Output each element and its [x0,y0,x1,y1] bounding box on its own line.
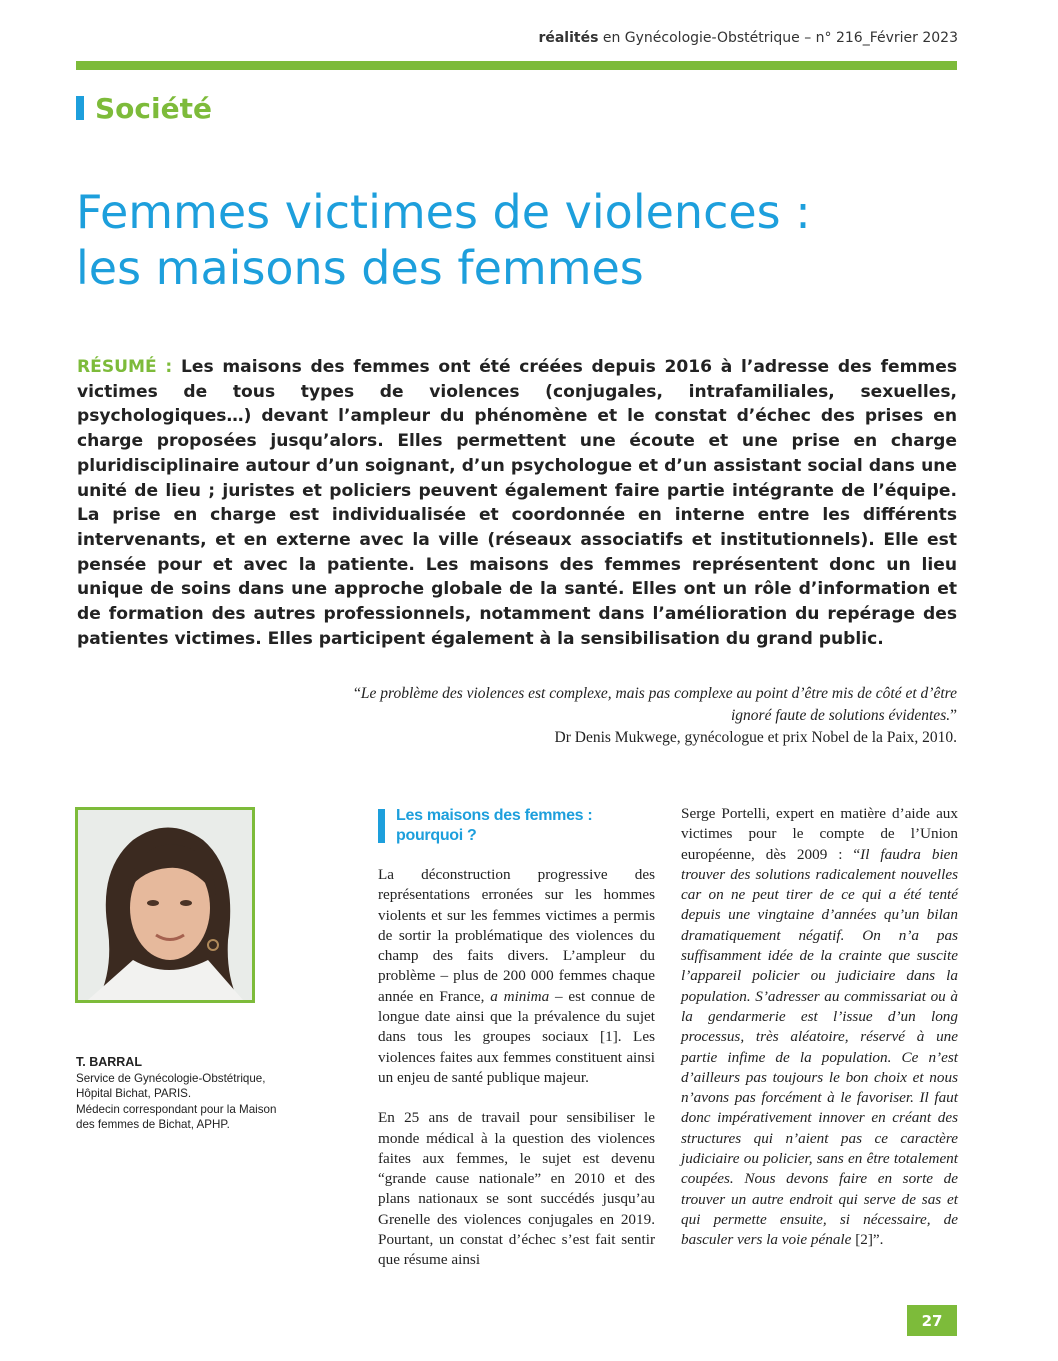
quote-text: Le problème des violences est complexe, mais pas complexe au point d’être mis de côté et d’être ignoré faute de solutions évidentes. [360,685,957,724]
abstract-text: Les maisons des femmes ont été créées depuis 2016 à l’adresse des femmes victimes de tous types de violences (conjugales, intrafamiliales, sexuelles, psychologiques…) devant l’ampleur du phénomène et le constat d’échec des prises en charge proposées jusqu’alors. Elles permettent une écoute et une prise en charge pluridisciplinaire autour d’un soignant, d’un psychologue et d’un assistant social dans une unité de lieu ; juristes et policiers peuvent également faire partie intégrante de l’équipe. La prise en charge est individualisée et coordonnée en interne entre les différents intervenants, et en externe avec la ville (réseaux associatifs et institutionnels). Elle est pensée pour et avec la patiente. Les maisons des femmes représentent donc un lieu unique de soins dans une approche globale de la santé. Elles ont un rôle d’information et de formation des autres professionnels, notamment dans l’amélioration du repérage des patientes victimes. Elles participent également à la sensibilisation du grand public. [77,357,957,649]
paragraph-italic: a minima [490,987,550,1005]
page-number: 27 [907,1305,957,1336]
subsection-heading [378,806,658,846]
section-label: Société [95,91,212,125]
paragraph-text: La déconstruction progressive des représentations erronées sur les hommes violents et sur les femmes victimes a permis de sortir la problématique des violences du champ des faits divers. L’ampleur du problème – plus de 200 000 femmes chaque année en France, [378,866,655,1005]
subsection-marker [378,809,385,843]
section-marker [76,96,84,120]
journal-name: réalités [538,30,599,46]
body-column-1 [378,865,655,1271]
paragraph-text: [2]”. [851,1231,884,1249]
subsection-title: Les maisons des femmes : pourquoi ? [396,807,593,844]
author-affiliation-2: Hôpital Bichat, PARIS. [76,1087,192,1100]
paragraph [681,804,958,1251]
quote-open: “ [353,685,361,702]
abstract-label: RÉSUMÉ : [77,357,173,377]
paragraph-text: Serge Portelli, expert en matière d’aide aux victimes pour le compte de l’Union européenne, dès 2009 : “ [681,805,958,863]
author-affiliation-3: Médecin correspondant pour la Maison [76,1102,277,1116]
article-title [76,184,956,296]
body-column-2 [681,804,958,1251]
paragraph [378,865,655,1088]
author-affiliation-1: Service de Gynécologie-Obstétrique, [76,1071,266,1085]
header-rule [76,61,957,70]
abstract [77,355,957,651]
author-name: T. BARRAL [76,1055,142,1069]
epigraph-quote [337,683,957,749]
quote-close: ” [950,707,957,724]
paragraph: En 25 ans de travail pour sensibiliser le monde médical à la question des violences faites aux femmes, le sujet est devenu “grande cause nationale” en 2010 et des plans nationaux se sont succédés jusqu’au Grenelle des violences conjugales en 2019. Pourtant, un constat d’échec s’est fait sentir que résume ainsi [378,1109,655,1269]
quoted-italic-text: Il faudra bien trouver des solutions radicalement nouvelles car on ne peut tirer de ce qui a été tenté depuis une vingtaine d’années qu’un bilan dramatiquement négatif. On n’a pas suffisamment idée de la crainte que suscite l’appareil policier ou judiciaire dans la population. S’adresser au commissariat ou à la gendarmerie est l’issue d’un long processus, très aléatoire, réservé à une partie infime de la population. Ce n’est d’ailleurs pas toujours le bon choix et nous n’avons pas forcément à le favoriser. Il faut donc impérativement innover en créant des structures qui n’aient pas ce caractère judiciaire ou policier, sans en être totalement coupées. Nous devons faire en sorte de trouver un autre endroit qui serve de sas et qui permette ensuite, si nécessaire, de basculer vers la voie pénale [681,845,958,1249]
section-heading [76,92,212,124]
author-affiliation-4: des femmes de Bichat, APHP. [76,1118,230,1131]
author-portrait-image [78,810,252,1000]
title-line-1: Femmes victimes de violences : [76,185,811,239]
author-info [76,1055,316,1133]
running-header [0,30,958,46]
paragraph-text: – est connue de longue date ainsi que la prévalence du sujet dans tous les groupes sociaux [1]. Les violences faites aux femmes constituent ainsi un enjeu de santé publique majeur. [378,987,655,1086]
issue-info: en Gynécologie-Obstétrique – n° 216_Février 2023 [598,30,958,46]
quote-source: Dr Denis Mukwege, gynécologue et prix Nobel de la Paix, 2010. [554,729,957,746]
title-line-2: les maisons des femmes [76,241,644,295]
author-photo [75,807,255,1003]
